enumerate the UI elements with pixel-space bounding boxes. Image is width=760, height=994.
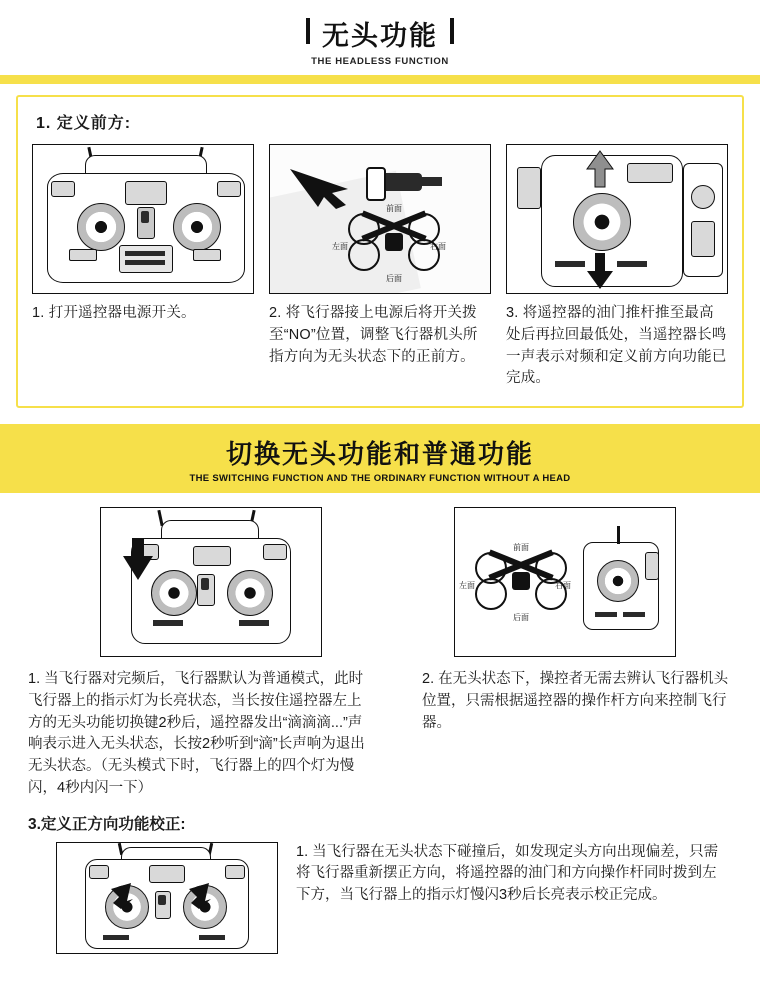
section2-header xyxy=(0,424,760,493)
throttle-stick-up-down-illustration xyxy=(506,144,728,294)
yellow-divider-top xyxy=(0,75,760,84)
section2-text-1: 1. 当飞行器对完频后，飞行器默认为普通模式，此时飞行器上的指示灯为长亮状态，当长按住遥控器左上方的无头功能切换键2秒后，遥控器发出“滴滴滴...”声响表示进入无头状态，长按2秒听到“滴”长声响为退出无头状态。（无头模式下时，飞行器上的四个灯为慢闪，4秒内闪一下） xyxy=(28,671,365,796)
drone-power-switch-illustration xyxy=(269,144,491,294)
section3-row xyxy=(0,842,760,954)
drone-label-front-2: 前面 xyxy=(513,543,529,552)
drone-label-back: 后面 xyxy=(386,274,402,283)
transmitter-left-upper-button-illustration xyxy=(100,507,322,657)
section1-header xyxy=(0,0,760,75)
arrow-lower-left-icon-2 xyxy=(187,881,213,911)
step-2-caption: 2. 将飞行器接上电源后将开关拨至“NO”位置，调整飞行器机头所指方向为无头状态下的正前方。 xyxy=(269,305,478,365)
drone-label-left: 左面 xyxy=(332,242,348,251)
step-2 xyxy=(269,144,491,390)
section2-texts xyxy=(28,669,732,800)
drone-label-right-2: 右面 xyxy=(555,581,571,590)
drone-figure xyxy=(346,211,442,273)
section2-text-2: 2. 在无头状态下，操控者无需去辨认飞行器机头位置，只需根据遥控器的操作杆方向来控制飞行器。 xyxy=(422,671,729,731)
arrow-up-icon xyxy=(585,149,615,189)
section3-text: 1. 当飞行器在无头状态下碰撞后，如发现定头方向出现偏差，只需将飞行器重新摆正方向，将遥控器的油门和方向操作杆同时拨到左下方，当飞行器上的指示灯慢闪3秒后长亮表示校正完成。 xyxy=(296,843,719,903)
section1-body xyxy=(16,95,744,408)
pointer-arrow-icon xyxy=(288,163,368,209)
drone-label-left-2: 左面 xyxy=(459,581,475,590)
step-1 xyxy=(32,144,254,390)
section1-title-en: THE HEADLESS FUNCTION xyxy=(311,56,449,67)
section2-images xyxy=(28,507,732,657)
section1-subtitle: 1. 定义前方: xyxy=(36,115,132,132)
drone-label-back-2: 后面 xyxy=(513,613,529,622)
transmitter-power-switch-illustration xyxy=(32,144,254,294)
step-1-caption: 1. 打开遥控器电源开关。 xyxy=(32,305,196,321)
drone-label-front: 前面 xyxy=(386,204,402,213)
section1-title-zh: 无头功能 xyxy=(322,14,438,53)
drone-label-right: 右面 xyxy=(430,242,446,251)
arrow-down-icon xyxy=(121,536,155,582)
arrow-down-icon xyxy=(585,251,615,291)
both-sticks-to-lower-left-illustration xyxy=(56,842,278,954)
step-3-caption: 3. 将遥控器的油门推杆推至最高处后再拉回最低处，当遥控器长鸣一声表示对频和定义前方向功能已完成。 xyxy=(506,305,727,387)
section3-title: 3.定义正方向功能校正: xyxy=(28,815,186,833)
drone-orientation-with-transmitter-illustration xyxy=(454,507,676,657)
section2-body xyxy=(0,493,760,800)
section2-title-zh: 切换无头功能和普通功能 xyxy=(225,439,534,469)
section1-steps xyxy=(32,144,728,390)
section2-title-en: THE SWITCHING FUNCTION AND THE ORDINARY FUNCTION WITHOUT A HEAD xyxy=(189,473,571,484)
step-3 xyxy=(506,144,728,390)
arrow-lower-left-icon xyxy=(109,881,135,911)
